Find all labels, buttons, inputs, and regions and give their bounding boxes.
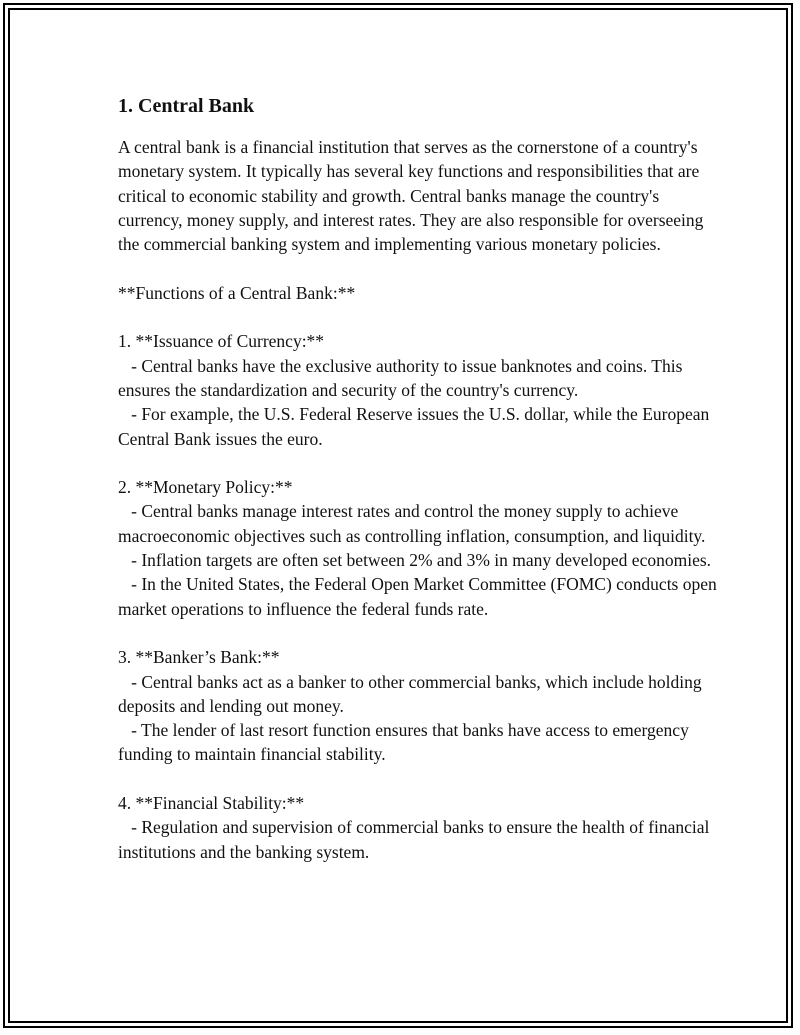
blank-line	[118, 256, 718, 280]
document-body	[118, 93, 718, 864]
function-item-bankers-bank: 3. **Banker’s Bank:** - Central banks act as a banker to other commercial banks, which include holding deposits and lending out money. - The lender of last resort function ensures that banks have access to emergency funding to maintain financial stability.	[118, 647, 702, 765]
function-item-financial-stability: 4. **Financial Stability:** - Regulation and supervision of commercial banks to ensure the health of financial institutions and the banking system.	[118, 793, 710, 862]
function-item-monetary-policy: 2. **Monetary Policy:** - Central banks manage interest rates and control the money supply to achieve macroeconomic objectives such as controlling inflation, consumption, and liquidity. - Inflation targets are often set between 2% and 3% in many developed economies. - In the United States, the Federal Open Market Committee (FOMC) conducts open market operations to influence the federal funds rate.	[118, 477, 717, 619]
section-heading: 1. Central Bank	[118, 95, 255, 117]
blank-line	[118, 305, 718, 329]
blank-line	[118, 451, 718, 475]
blank-line	[118, 621, 718, 645]
intro-paragraph: A central bank is a financial institution that serves as the cornerstone of a country's monetary system. It typically has several key functions and responsibilities that are critical to economic stability and growth. Central banks manage the country's currency, money supply, and interest rates. They are also responsible for overseeing the commercial banking system and implementing various monetary policies.	[118, 137, 708, 255]
function-item-currency: 1. **Issuance of Currency:** - Central banks have the exclusive authority to issue banknotes and coins. This ensures the standardization and security of the country's currency. - For example, the U.S. Federal Reserve issues the U.S. dollar, while the European Central Bank issues the euro.	[118, 331, 710, 449]
functions-heading: **Functions of a Central Bank:**	[118, 282, 356, 303]
blank-line	[118, 767, 718, 791]
